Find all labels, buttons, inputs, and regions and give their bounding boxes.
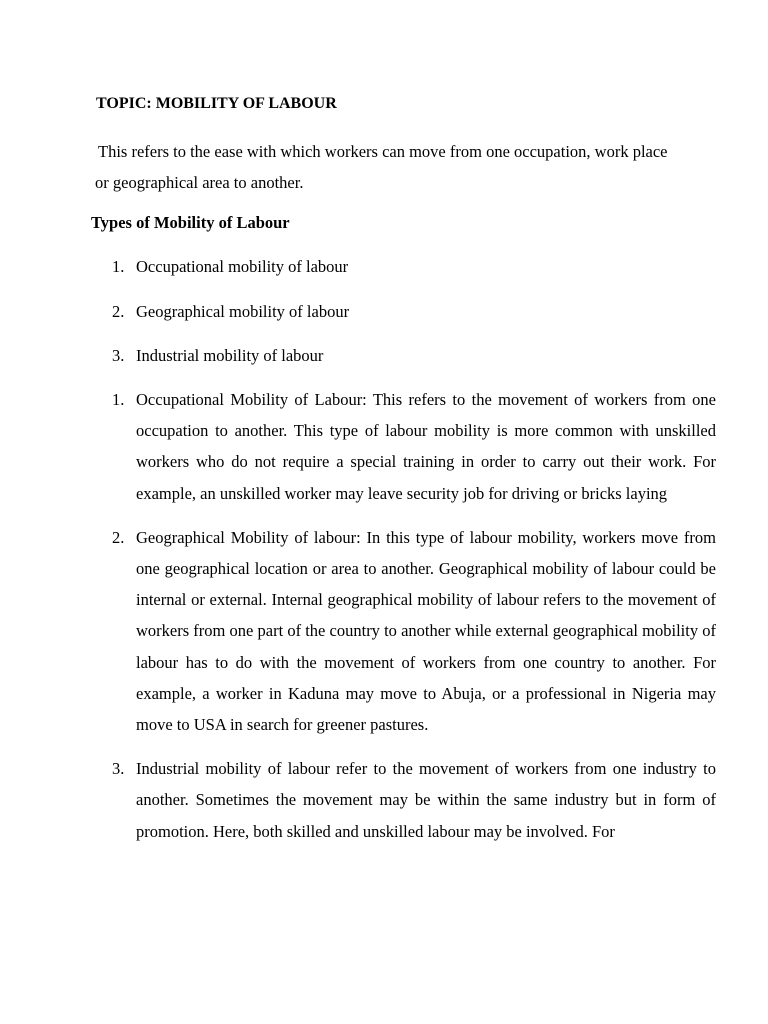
detail-item — [0, 753, 768, 847]
list-item — [0, 256, 768, 301]
types-heading: Types of Mobility of Labour — [91, 213, 290, 232]
intro-paragraph — [95, 136, 725, 198]
detail-item-number: 1. — [112, 390, 125, 409]
detail-item-number: 2. — [112, 527, 125, 547]
list-item-text: Geographical mobility of labour — [136, 301, 350, 321]
list-item-text: Industrial mobility of labour — [136, 346, 324, 365]
list-item — [0, 345, 768, 390]
list-item-number: 1. — [112, 257, 125, 276]
intro-line-1: This refers to the ease with which workers can move from one occupation, work place — [98, 142, 668, 161]
list-item — [0, 301, 768, 346]
details-list — [0, 384, 768, 860]
intro-line-2: or geographical area to another. — [95, 173, 304, 192]
detail-item-text: Occupational Mobility of Labour: This refers to the movement of workers from one occupation to another. This type of labour mobility is more common with unskilled workers who do not require a special training in order to carry out their work. For example, an unskilled worker may leave security job for driving or bricks laying — [136, 390, 716, 503]
types-list — [0, 256, 768, 390]
detail-item — [0, 384, 768, 509]
list-item-number: 2. — [112, 301, 125, 321]
detail-item-text: Industrial mobility of labour refer to the movement of workers from one industry to another. Sometimes the movement may be within the same industry but in form of promotion. Here, both skilled and unskilled labour may be involved. For — [136, 759, 716, 841]
document-topic-heading: TOPIC: MOBILITY OF LABOUR — [96, 95, 337, 112]
detail-item — [0, 522, 768, 740]
detail-item-text: Geographical Mobility of labour: In this type of labour mobility, workers move from one geographical location or area to another. Geographical mobility of labour could be internal or external. Internal geographical mobility of labour refers to the movement of workers from one part of the country to another while external geographical mobility of labour has to do with the movement of workers from one country to another. For example, a worker in Kaduna may move to Abuja, or a professional in Nigeria may move to USA in search for greener pastures. — [136, 527, 716, 735]
list-item-text: Occupational mobility of labour — [136, 257, 349, 276]
list-item-number: 3. — [112, 346, 125, 365]
detail-item-number: 3. — [112, 759, 125, 779]
